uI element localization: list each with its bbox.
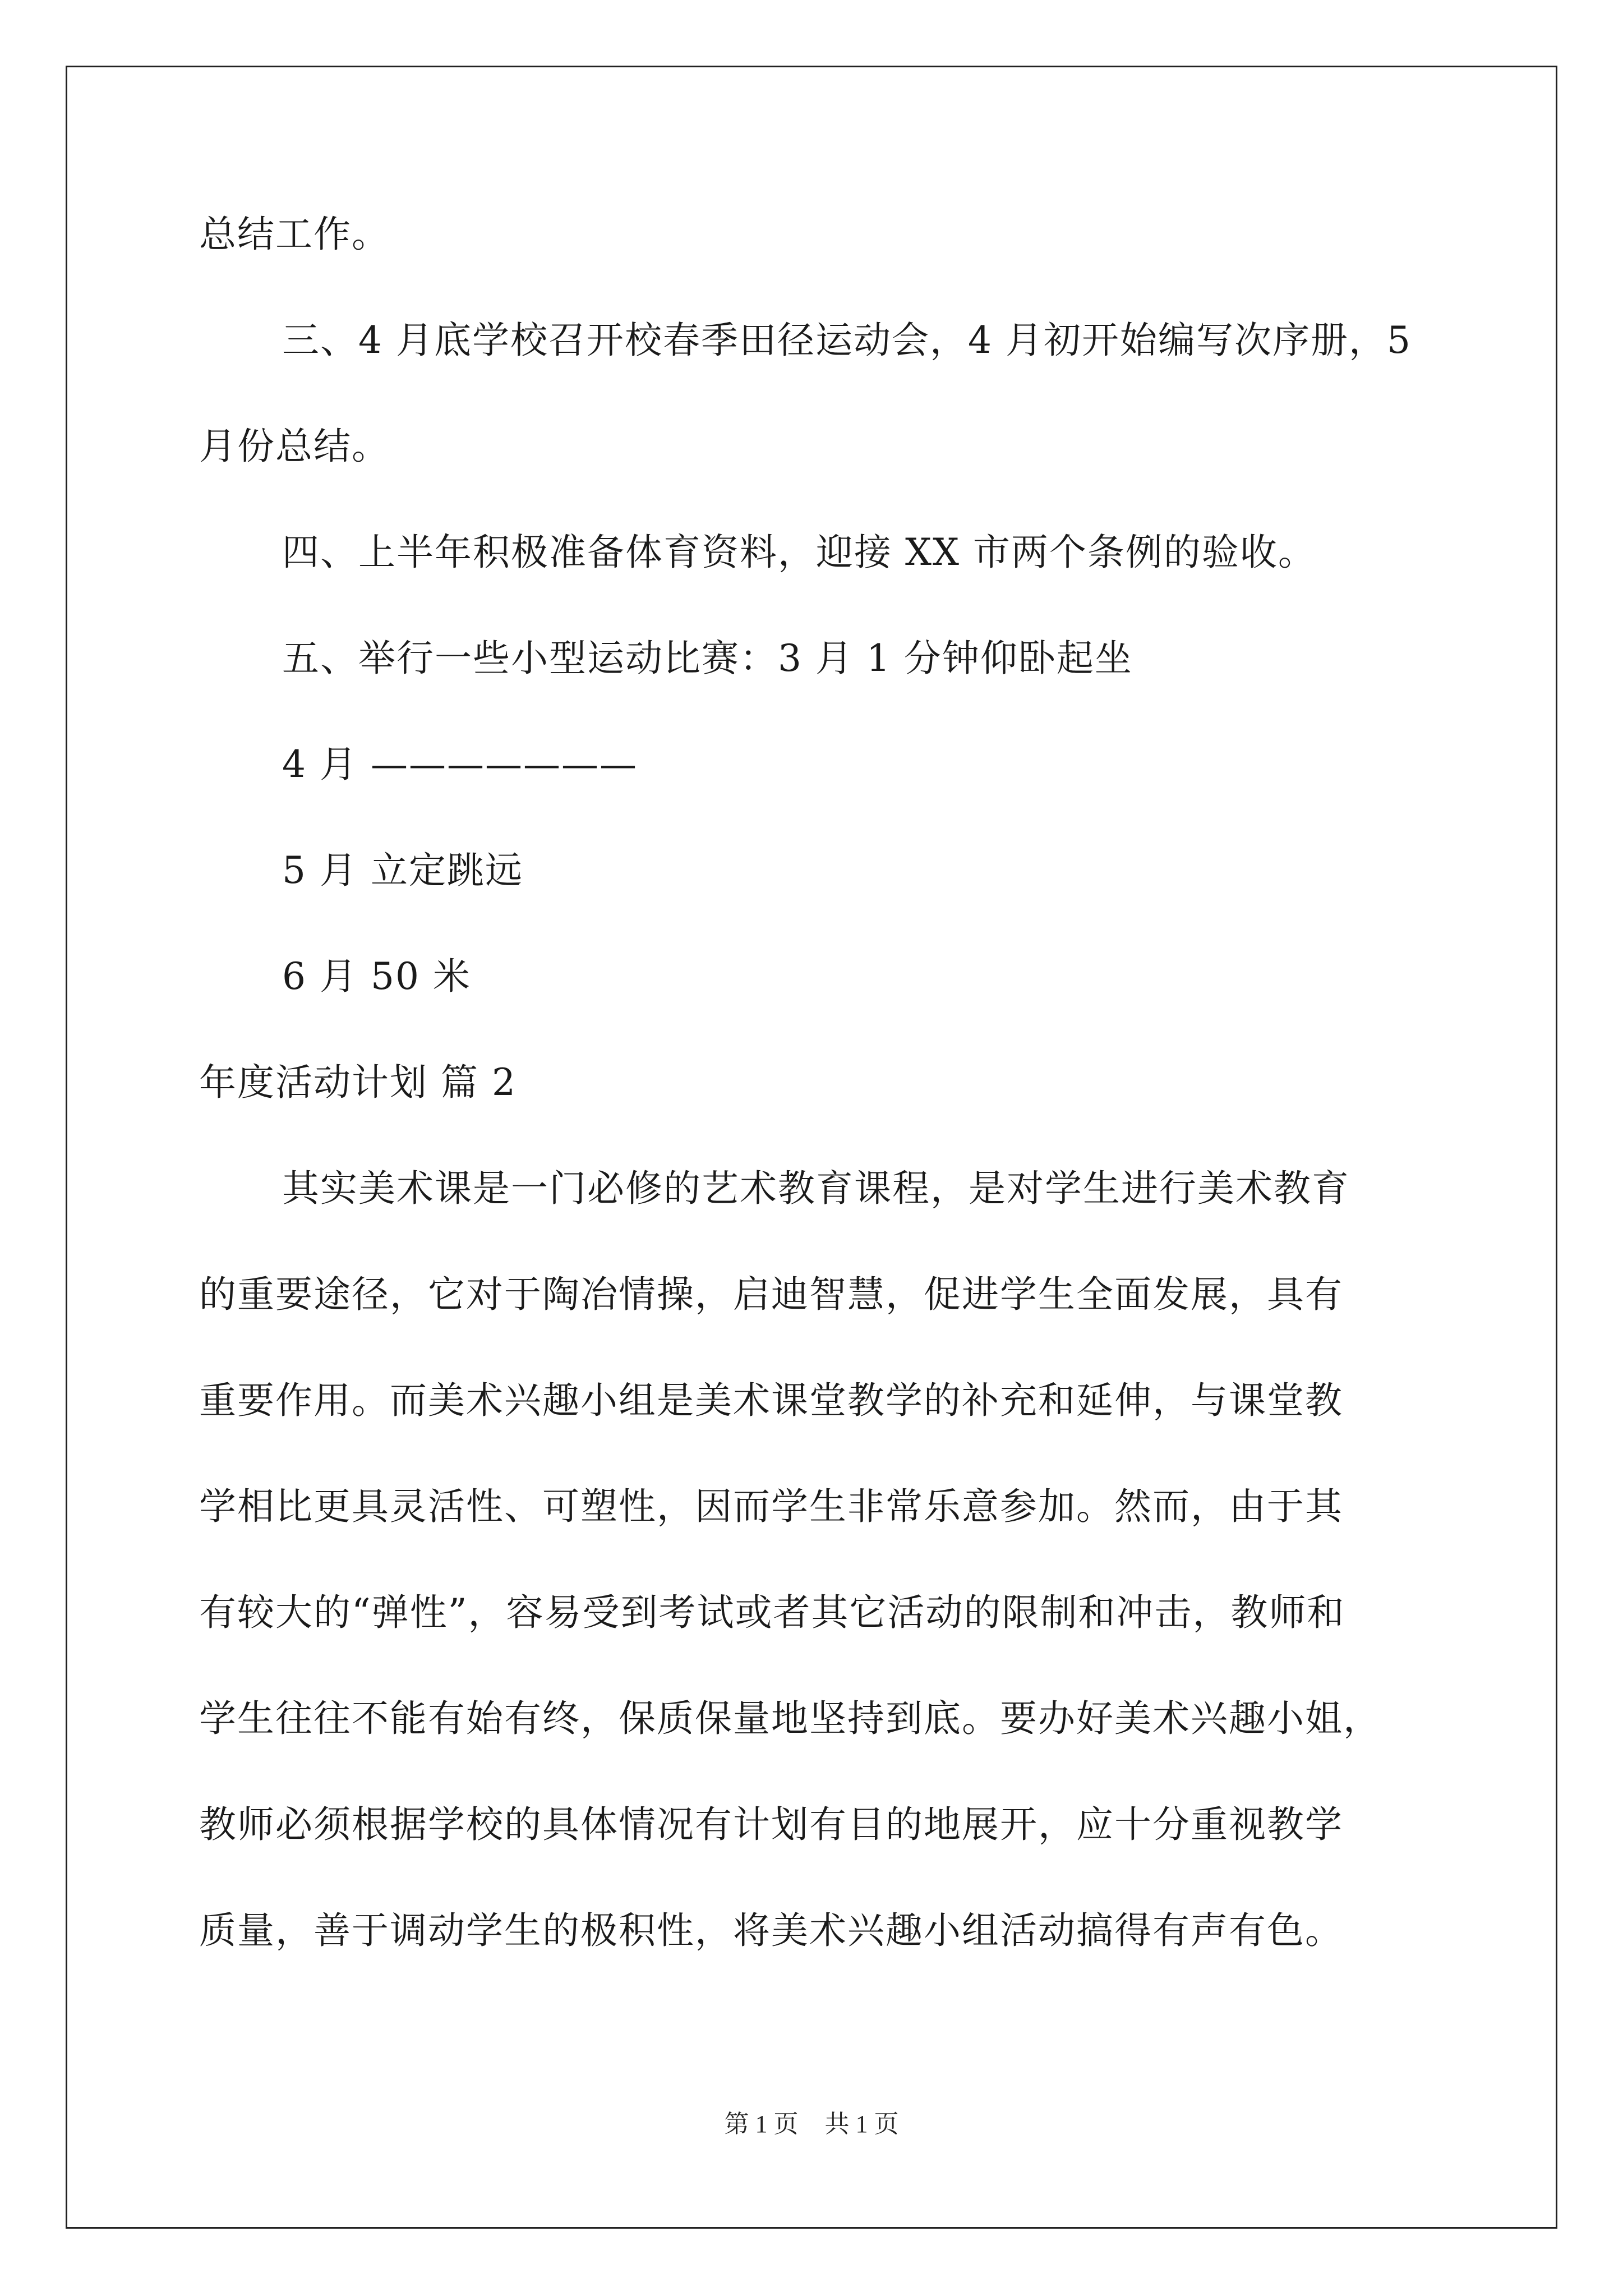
text-line: 月份总结。 [199, 425, 390, 468]
text-line: 5 月 立定跳远 [282, 849, 523, 892]
document-body [199, 208, 1472, 2010]
text-line: 教师必须根据学校的具体情况有计划有目的地展开，应十分重视教学 [199, 1803, 1343, 1846]
page-total: 共 1 页 [824, 2110, 899, 2138]
section-heading: 年度活动计划 篇 2 [199, 1061, 517, 1104]
text-line: 四、上半年积极准备体育资料，迎接 XX 市两个条例的验收。 [282, 531, 1316, 574]
text-line: 总结工作。 [199, 213, 390, 256]
text-line: 五、举行一些小型运动比赛：3 月 1 分钟仰卧起坐 [282, 637, 1133, 680]
text-line: 6 月 50 米 [282, 955, 471, 998]
page-number: 第 1 页 [724, 2110, 799, 2138]
page-footer [0, 2104, 1623, 2139]
text-line: 有较大的“弹性”，容易受到考试或者其它活动的限制和冲击，教师和 [199, 1591, 1345, 1634]
text-line: 4 月 ——————— [282, 743, 638, 786]
text-line: 重要作用。而美术兴趣小组是美术课堂教学的补充和延伸，与课堂教 [199, 1379, 1343, 1422]
text-line: 学相比更具灵活性、可塑性，因而学生非常乐意参加。然而，由于其 [199, 1485, 1343, 1528]
text-line: 质量，善于调动学生的极积性，将美术兴趣小组活动搞得有声有色。 [199, 1909, 1343, 1952]
text-line: 其实美术课是一门必修的艺术教育课程，是对学生进行美术教育 [282, 1167, 1350, 1210]
text-line: 学生往往不能有始有终，保质保量地坚持到底。要办好美术兴趣小姐， [199, 1697, 1381, 1740]
text-line: 三、4 月底学校召开校春季田径运动会，4 月初开始编写次序册，5 [282, 319, 1412, 362]
text-line: 的重要途径，它对于陶冶情操，启迪智慧，促进学生全面发展，具有 [199, 1273, 1343, 1316]
